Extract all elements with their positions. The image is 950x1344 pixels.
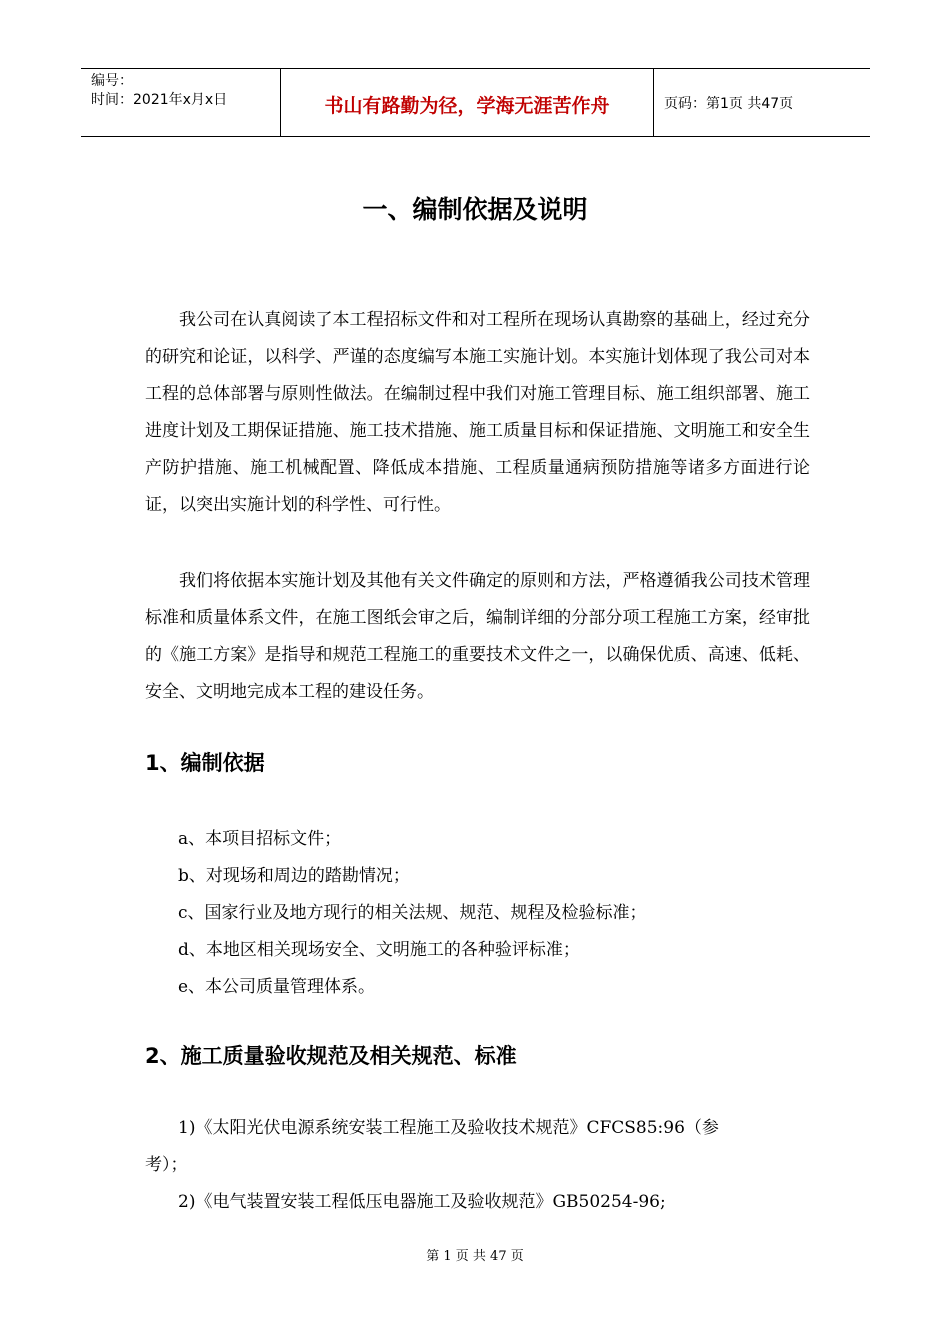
- header-table: [81, 68, 870, 137]
- intro-paragraph: 我们将依据本实施计划及其他有关文件确定的原则和方法，严格遵循我公司技术管理标准和质量体系文件，在施工图纸会审之后，编制详细的分部分项工程施工方案，经审批的《施工方案》是指导和规范工程施工的重要技术文件之一，以确保优质、高速、低耗、安全、文明地完成本工程的建设任务。: [145, 571, 810, 702]
- header-page-info: 页码：第1页 共47页: [664, 95, 794, 112]
- intro-paragraph-1-block: [145, 302, 810, 524]
- list-item: 1)《太阳光伏电源系统安装工程施工及验收技术规范》CFCS85:96（参: [178, 1118, 719, 1138]
- list-item: e、本公司质量管理体系。: [178, 977, 376, 997]
- intro-paragraph: 我公司在认真阅读了本工程招标文件和对工程所在现场认真勘察的基础上，经过充分的研究和论证，以科学、严谨的态度编写本施工实施计划。本实施计划体现了我公司对本工程的总体部署与原则性做法。在编制过程中我们对施工管理目标、施工组织部署、施工进度计划及工期保证措施、施工技术措施、施工质量目标和保证措施、文明施工和安全生产防护措施、施工机械配置、降低成本措施、工程质量通病预防措施等诸多方面进行论证，以突出实施计划的科学性、可行性。: [145, 310, 810, 515]
- section-1-heading: 1、编制依据: [145, 751, 265, 775]
- header-page-cell: [654, 69, 870, 136]
- header-left-cell: [81, 69, 281, 136]
- document-time-label: 时间：2021年x月x日: [91, 92, 228, 108]
- list-item: 2)《电气装置安装工程低压电器施工及验收规范》GB50254-96;: [178, 1192, 666, 1212]
- section-2-heading: 2、施工质量验收规范及相关规范、标准: [145, 1044, 517, 1068]
- intro-paragraph-2-block: [145, 563, 810, 711]
- list-item-continuation: 考）；: [145, 1155, 188, 1175]
- page-title: 一、编制依据及说明: [362, 195, 588, 224]
- list-item: a、本项目招标文件；: [178, 829, 342, 849]
- page-footer: 第 1 页 共 47 页: [426, 1249, 524, 1264]
- header-motto-cell: [281, 69, 654, 136]
- list-item: d、本地区相关现场安全、文明施工的各种验评标准；: [178, 940, 580, 960]
- standards-list: [145, 1110, 808, 1221]
- basis-list: [178, 821, 808, 1006]
- header-motto: 书山有路勤为径，学海无涯苦作舟: [324, 95, 610, 117]
- list-item: c、国家行业及地方现行的相关法规、规范、规程及检验标准；: [178, 903, 647, 923]
- document-number-label: 编号：: [91, 73, 133, 89]
- list-item: b、对现场和周边的踏勘情况；: [178, 866, 410, 886]
